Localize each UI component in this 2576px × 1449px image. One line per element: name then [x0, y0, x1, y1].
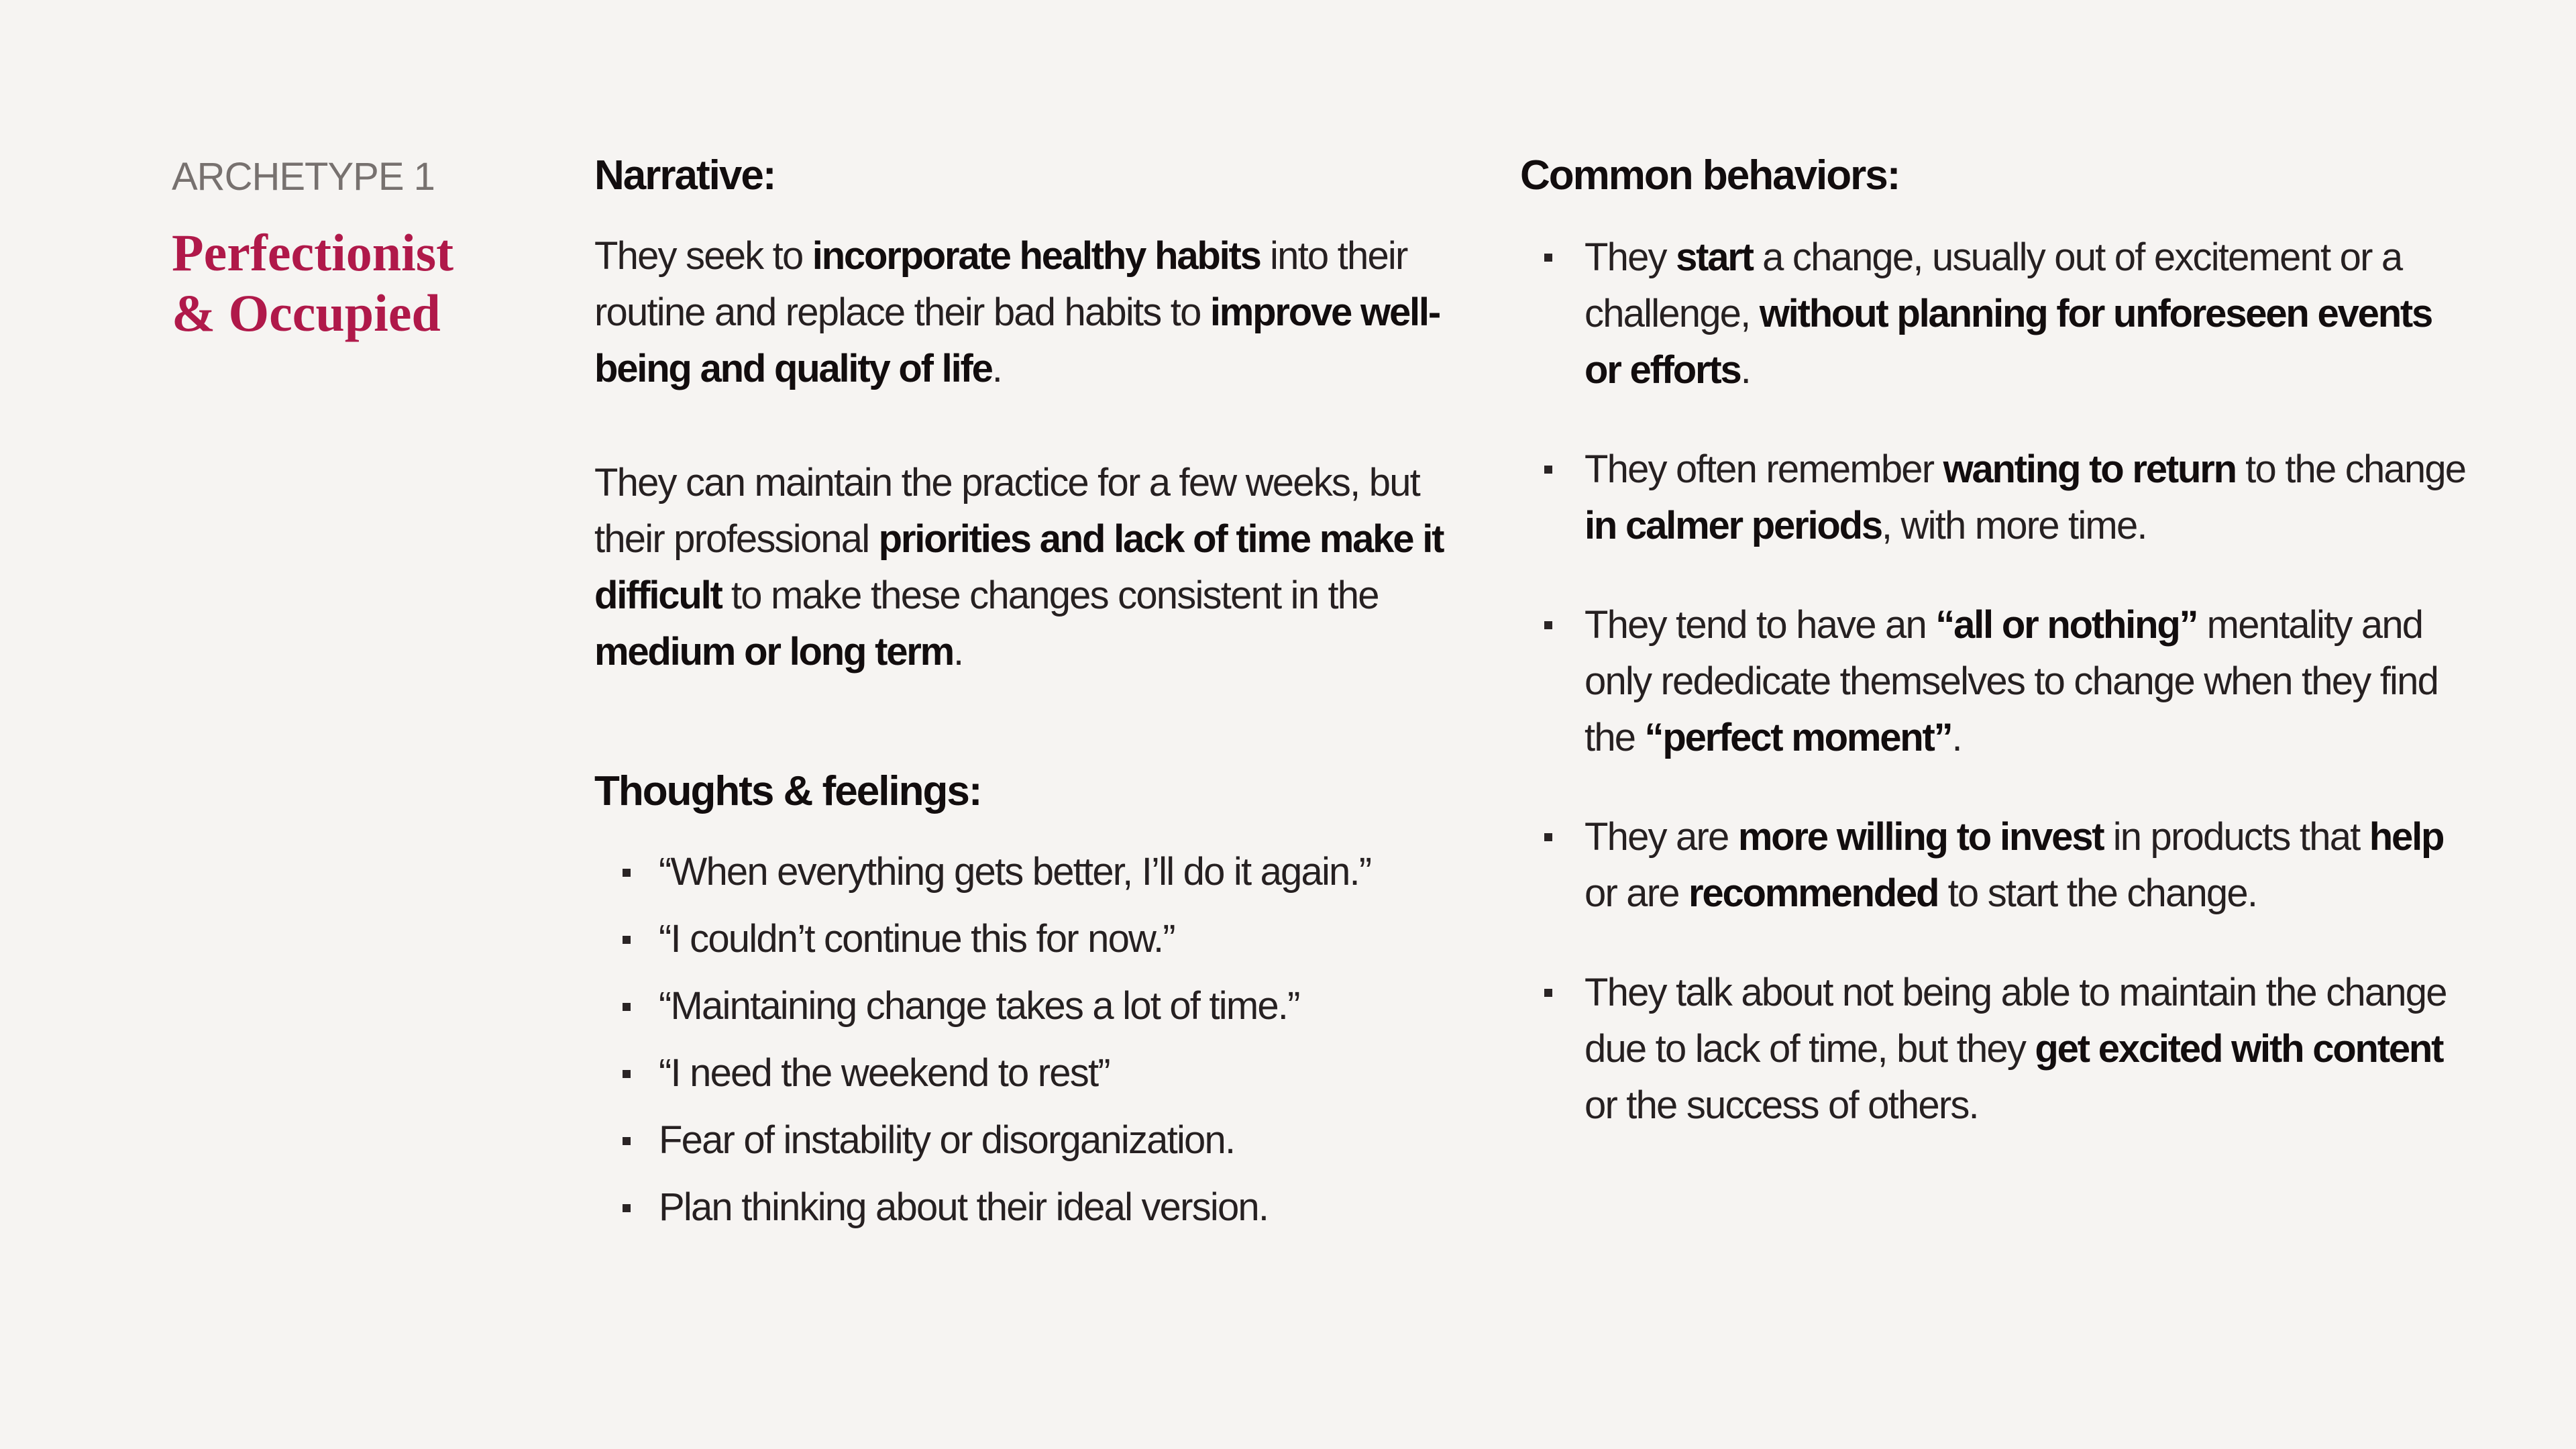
body-text: , with more time.	[1881, 504, 2147, 547]
body-text: to start the change.	[1938, 871, 2257, 915]
square-bullet-icon	[623, 1137, 631, 1145]
behavior-text	[1585, 965, 2470, 1134]
narrative-paragraph-2	[594, 455, 1493, 680]
emphasis-text: incorporate healthy habits	[812, 234, 1260, 278]
square-bullet-icon	[1544, 833, 1552, 841]
body-text: They seek to	[594, 234, 812, 278]
behavior-text	[1585, 809, 2470, 922]
body-text: .	[991, 347, 1002, 390]
square-bullet-icon	[1544, 466, 1552, 474]
square-bullet-icon	[623, 1003, 631, 1011]
emphasis-text: get excited with content	[2035, 1027, 2443, 1071]
archetype-title-line2: & Occupied	[172, 284, 441, 342]
body-text: to make these changes consistent in the	[721, 574, 1379, 617]
emphasis-text: in calmer periods	[1585, 504, 1882, 547]
square-bullet-icon	[1544, 254, 1552, 262]
thought-item	[594, 839, 1371, 906]
emphasis-text: priorities and lack of time make it difficult	[594, 517, 1444, 617]
square-bullet-icon	[623, 936, 631, 944]
emphasis-text: recommended	[1688, 871, 1939, 915]
emphasis-text: improve well-being and quality of life	[594, 290, 1440, 390]
body-text: or the success of others.	[1585, 1083, 1978, 1127]
thoughts-heading: Thoughts & feelings:	[594, 768, 981, 814]
archetype-title-line1: Perfectionist	[172, 223, 454, 282]
thought-item	[594, 906, 1371, 973]
emphasis-text: wanting to return	[1943, 447, 2236, 491]
body-text: They talk about not being able to maintain the change due to lack of time, but they	[1585, 971, 2447, 1071]
thought-item	[594, 1107, 1371, 1174]
thoughts-list	[594, 839, 1371, 1241]
square-bullet-icon	[623, 1204, 631, 1212]
emphasis-text: “perfect moment”	[1644, 716, 1952, 759]
body-text: .	[1740, 348, 1750, 392]
behavior-item	[1520, 441, 2470, 554]
thought-text: “I need the weekend to rest”	[659, 1051, 1110, 1095]
body-text: They tend to have an	[1585, 603, 1936, 647]
archetype-label: ARCHETYPE 1	[172, 155, 435, 199]
body-text: into their routine and replace their bad habits to	[594, 234, 1407, 334]
body-text: They are	[1585, 815, 1738, 859]
body-text: .	[953, 630, 963, 674]
thought-item	[594, 1040, 1371, 1107]
body-text: mentality and only rededicate themselves to change when they find the	[1585, 603, 2438, 759]
behavior-item	[1520, 809, 2470, 922]
body-text: They can maintain the practice for a few weeks, but their professional	[594, 461, 1419, 561]
emphasis-text: more willing to invest	[1737, 815, 2104, 859]
square-bullet-icon	[1544, 621, 1552, 629]
body-text: to the change	[2235, 447, 2466, 491]
narrative-paragraph-1	[594, 228, 1493, 397]
thought-text: Plan thinking about their ideal version.	[659, 1185, 1269, 1229]
thought-text: “When everything gets better, I’ll do it again.”	[659, 850, 1371, 894]
emphasis-text: medium or long term	[594, 630, 954, 674]
thought-item	[594, 1174, 1371, 1241]
body-text: a change, usually out of excitement or a challenge,	[1585, 235, 2402, 335]
thought-text: “I couldn’t continue this for now.”	[659, 917, 1175, 961]
body-text: .	[1951, 716, 1962, 759]
thought-text: Fear of instability or disorganization.	[659, 1118, 1235, 1162]
behavior-item	[1520, 229, 2470, 398]
behaviors-list	[1520, 229, 2470, 1177]
behaviors-heading: Common behaviors:	[1520, 152, 1900, 199]
behavior-text	[1585, 441, 2470, 554]
emphasis-text: without planning for unforeseen events or efforts	[1585, 292, 2432, 392]
behavior-item	[1520, 597, 2470, 766]
body-text: in products that	[2103, 815, 2369, 859]
emphasis-text: start	[1676, 235, 1753, 279]
emphasis-text: help	[2369, 815, 2444, 859]
behavior-text	[1585, 229, 2470, 398]
narrative-heading: Narrative:	[594, 152, 775, 199]
thought-item	[594, 973, 1371, 1040]
body-text: They	[1585, 235, 1676, 279]
body-text: or are	[1585, 871, 1689, 915]
square-bullet-icon	[1544, 989, 1552, 997]
square-bullet-icon	[623, 869, 631, 877]
square-bullet-icon	[623, 1070, 631, 1078]
emphasis-text: “all or nothing”	[1935, 603, 2198, 647]
thought-text: “Maintaining change takes a lot of time.”	[659, 984, 1299, 1028]
behavior-text	[1585, 597, 2470, 766]
archetype-title	[172, 223, 453, 343]
behavior-item	[1520, 965, 2470, 1134]
body-text: They often remember	[1585, 447, 1943, 491]
